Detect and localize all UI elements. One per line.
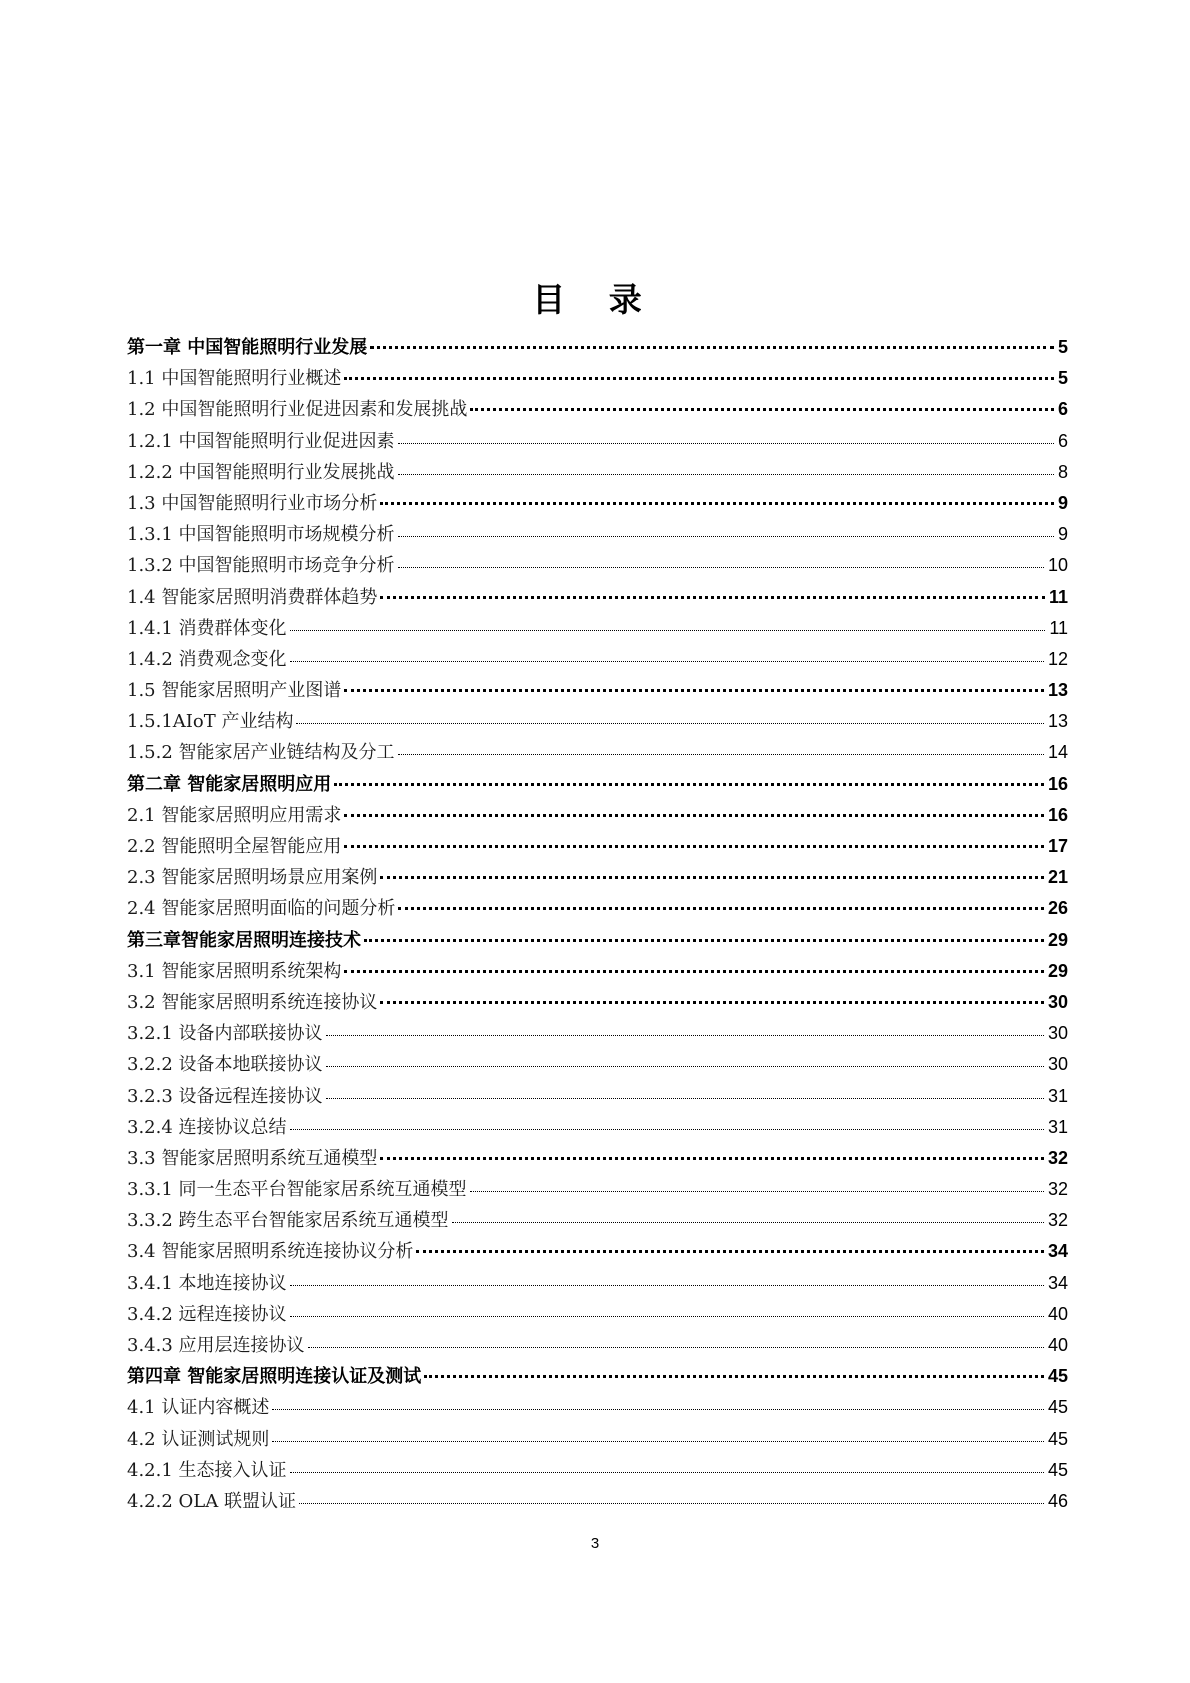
toc-entry-label: 4.2 认证测试规则 <box>127 1428 270 1450</box>
toc-entry-label: 4.2.2 OLA 联盟认证 <box>127 1490 296 1512</box>
toc-dot-leader <box>380 502 1054 505</box>
toc-entry[interactable] <box>127 489 1068 520</box>
toc-dot-leader <box>380 876 1044 879</box>
page-number: 3 <box>590 1535 600 1552</box>
toc-entry[interactable] <box>127 1144 1068 1175</box>
toc-entry[interactable] <box>127 583 1068 614</box>
toc-entry-page-number: 32 <box>1047 1179 1068 1200</box>
toc-entry-label: 1.2 中国智能照明行业促进因素和发展挑战 <box>127 399 468 421</box>
toc-entry-page-number: 32 <box>1047 1210 1068 1231</box>
toc-dot-leader <box>334 783 1044 786</box>
toc-entry-label: 1.3.1 中国智能照明市场规模分析 <box>127 524 395 546</box>
toc-chapter-entry[interactable] <box>127 926 1068 957</box>
toc-entry[interactable] <box>127 1456 1068 1487</box>
toc-dot-leader <box>344 970 1044 973</box>
toc-entry[interactable] <box>127 738 1068 769</box>
toc-entry[interactable] <box>127 1331 1068 1362</box>
page-title: 目 录 <box>532 280 658 319</box>
toc-entry-label: 3.4 智能家居照明系统连接协议分析 <box>127 1241 414 1263</box>
toc-entry-label: 1.2.1 中国智能照明行业促进因素 <box>127 430 395 452</box>
toc-entry[interactable] <box>127 1393 1068 1424</box>
toc-entry[interactable] <box>127 1175 1068 1206</box>
toc-entry-label: 1.3 中国智能照明行业市场分析 <box>127 492 378 514</box>
toc-entry-label: 2.2 智能照明全屋智能应用 <box>127 836 342 857</box>
toc-entry-label: 4.2.1 生态接入认证 <box>127 1459 287 1481</box>
toc-entry-page-number: 11 <box>1048 586 1068 607</box>
toc-entry-page-number: 21 <box>1047 867 1068 888</box>
toc-entry-page-number: 11 <box>1049 617 1068 638</box>
toc-entry-label: 3.2.3 设备远程连接协议 <box>127 1085 323 1107</box>
table-of-contents <box>127 333 1068 1518</box>
toc-dot-leader <box>452 1222 1044 1223</box>
toc-entry-page-number: 34 <box>1047 1272 1068 1293</box>
toc-entry-page-number: 30 <box>1047 1023 1068 1044</box>
toc-entry-page-number: 16 <box>1047 773 1068 794</box>
toc-entry-label: 3.4.1 本地连接协议 <box>127 1272 287 1294</box>
toc-entry-page-number: 6 <box>1057 430 1068 451</box>
toc-entry-label: 1.4 智能家居照明消费群体趋势 <box>127 586 378 608</box>
toc-entry[interactable] <box>127 614 1068 645</box>
toc-entry-page-number: 26 <box>1047 898 1068 919</box>
toc-dot-leader <box>380 596 1045 599</box>
toc-entry[interactable] <box>127 801 1068 832</box>
toc-entry[interactable] <box>127 458 1068 489</box>
toc-dot-leader <box>308 1347 1044 1348</box>
toc-entry-page-number: 30 <box>1047 1054 1068 1075</box>
toc-entry-page-number: 45 <box>1047 1366 1068 1387</box>
toc-dot-leader <box>344 814 1044 817</box>
toc-entry-page-number: 16 <box>1047 804 1068 825</box>
toc-entry-label: 3.1 智能家居照明系统架构 <box>127 960 342 982</box>
toc-entry-page-number: 13 <box>1047 680 1068 701</box>
toc-entry[interactable] <box>127 1425 1068 1456</box>
toc-dot-leader <box>380 1001 1044 1004</box>
toc-entry[interactable] <box>127 894 1068 925</box>
toc-entry-page-number: 46 <box>1047 1490 1068 1511</box>
toc-dot-leader <box>416 1250 1044 1253</box>
toc-dot-leader <box>290 630 1046 631</box>
toc-entry-label: 1.3.2 中国智能照明市场竞争分析 <box>127 555 395 577</box>
toc-entry-label: 3.4.2 远程连接协议 <box>127 1303 287 1325</box>
toc-dot-leader <box>344 689 1044 692</box>
toc-entry[interactable] <box>127 863 1068 894</box>
toc-entry[interactable] <box>127 707 1068 738</box>
toc-dot-leader <box>290 1285 1044 1286</box>
toc-entry[interactable] <box>127 1487 1068 1518</box>
toc-dot-leader <box>364 939 1044 942</box>
toc-entry-label: 3.2.1 设备内部联接协议 <box>127 1023 323 1045</box>
toc-entry[interactable] <box>127 1050 1068 1081</box>
toc-entry-page-number: 10 <box>1047 555 1068 576</box>
toc-dot-leader <box>398 567 1044 568</box>
toc-chapter-entry[interactable] <box>127 333 1068 364</box>
toc-entry-label: 第三章智能家居照明连接技术 <box>127 929 361 951</box>
toc-entry-page-number: 31 <box>1047 1085 1068 1106</box>
toc-dot-leader <box>398 474 1054 475</box>
toc-dot-leader <box>326 1098 1044 1099</box>
toc-entry-label: 4.1 认证内容概述 <box>127 1397 270 1419</box>
toc-entry-page-number: 34 <box>1047 1241 1068 1262</box>
toc-entry-page-number: 5 <box>1057 337 1068 357</box>
toc-entry[interactable] <box>127 364 1068 395</box>
toc-entry-page-number: 9 <box>1057 524 1068 545</box>
toc-entry[interactable] <box>127 957 1068 988</box>
toc-entry-label: 3.3.2 跨生态平台智能家居系统互通模型 <box>127 1210 449 1232</box>
toc-entry-label: 1.4.2 消费观念变化 <box>127 648 287 670</box>
toc-dot-leader <box>326 1066 1044 1067</box>
toc-chapter-entry[interactable] <box>127 1362 1068 1393</box>
toc-entry[interactable] <box>127 395 1068 426</box>
toc-entry-label: 第一章 中国智能照明行业发展 <box>127 337 368 358</box>
toc-entry-label: 3.2.4 连接协议总结 <box>127 1116 287 1138</box>
toc-entry[interactable] <box>127 1269 1068 1300</box>
toc-entry-label: 3.2.2 设备本地联接协议 <box>127 1054 323 1076</box>
toc-dot-leader <box>326 1035 1044 1036</box>
toc-dot-leader <box>344 845 1044 848</box>
toc-entry-page-number: 5 <box>1057 368 1068 389</box>
toc-dot-leader <box>380 1157 1044 1160</box>
toc-dot-leader <box>272 1409 1044 1410</box>
toc-entry[interactable] <box>127 645 1068 676</box>
toc-entry-page-number: 17 <box>1047 836 1068 856</box>
toc-entry[interactable] <box>127 1300 1068 1331</box>
toc-entry-label: 3.2 智能家居照明系统连接协议 <box>127 991 378 1013</box>
toc-dot-leader <box>299 1503 1044 1504</box>
toc-entry-label: 1.4.1 消费群体变化 <box>127 617 287 639</box>
toc-entry[interactable] <box>127 1113 1068 1144</box>
toc-dot-leader <box>470 1191 1044 1192</box>
toc-entry-page-number: 29 <box>1047 960 1068 981</box>
toc-entry[interactable] <box>127 427 1068 458</box>
toc-entry-page-number: 13 <box>1047 711 1068 732</box>
toc-dot-leader <box>290 661 1044 662</box>
toc-entry[interactable] <box>127 1082 1068 1113</box>
toc-entry-page-number: 14 <box>1047 742 1068 763</box>
toc-entry-label: 1.5.2 智能家居产业链结构及分工 <box>127 742 395 764</box>
toc-dot-leader <box>398 754 1044 755</box>
toc-entry-page-number: 45 <box>1047 1459 1068 1480</box>
toc-entry[interactable] <box>127 676 1068 707</box>
toc-entry[interactable] <box>127 1019 1068 1050</box>
toc-entry-label: 3.3 智能家居照明系统互通模型 <box>127 1147 378 1169</box>
toc-entry-page-number: 40 <box>1047 1303 1068 1324</box>
toc-entry-label: 1.1 中国智能照明行业概述 <box>127 368 342 390</box>
toc-dot-leader <box>424 1375 1044 1378</box>
toc-entry-page-number: 12 <box>1047 648 1068 669</box>
toc-entry[interactable] <box>127 520 1068 551</box>
toc-chapter-entry[interactable] <box>127 770 1068 801</box>
toc-entry[interactable] <box>127 988 1068 1019</box>
toc-entry-page-number: 6 <box>1057 399 1068 420</box>
toc-dot-leader <box>470 408 1054 411</box>
toc-entry-page-number: 8 <box>1057 461 1068 482</box>
toc-entry-page-number: 40 <box>1047 1335 1068 1355</box>
toc-entry-label: 1.2.2 中国智能照明行业发展挑战 <box>127 461 395 483</box>
toc-dot-leader <box>398 443 1054 444</box>
toc-entry[interactable] <box>127 832 1068 863</box>
toc-dot-leader <box>398 907 1044 910</box>
toc-dot-leader <box>290 1129 1044 1130</box>
toc-dot-leader <box>296 723 1043 724</box>
toc-entry-label: 2.3 智能家居照明场景应用案例 <box>127 867 378 889</box>
toc-entry-label: 第二章 智能家居照明应用 <box>127 773 332 795</box>
toc-entry[interactable] <box>127 551 1068 582</box>
toc-dot-leader <box>290 1316 1044 1317</box>
toc-entry-page-number: 45 <box>1047 1397 1068 1418</box>
toc-dot-leader <box>370 346 1054 349</box>
toc-entry[interactable] <box>127 1206 1068 1237</box>
toc-dot-leader <box>344 377 1054 380</box>
toc-entry-page-number: 30 <box>1047 991 1068 1012</box>
toc-entry[interactable] <box>127 1237 1068 1268</box>
toc-entry-page-number: 9 <box>1057 492 1068 513</box>
toc-entry-page-number: 32 <box>1047 1147 1068 1168</box>
toc-dot-leader <box>290 1472 1044 1473</box>
toc-entry-label: 3.4.3 应用层连接协议 <box>127 1335 305 1356</box>
toc-entry-page-number: 45 <box>1047 1428 1068 1449</box>
toc-entry-label: 1.5 智能家居照明产业图谱 <box>127 680 342 702</box>
toc-dot-leader <box>398 536 1054 537</box>
toc-dot-leader <box>272 1441 1044 1442</box>
toc-entry-page-number: 29 <box>1047 929 1068 950</box>
toc-entry-label: 1.5.1AIoT 产业结构 <box>127 711 294 733</box>
toc-entry-label: 2.4 智能家居照明面临的问题分析 <box>127 898 396 920</box>
toc-entry-label: 2.1 智能家居照明应用需求 <box>127 804 342 826</box>
toc-entry-label: 3.3.1 同一生态平台智能家居系统互通模型 <box>127 1179 467 1201</box>
toc-entry-label: 第四章 智能家居照明连接认证及测试 <box>127 1366 422 1388</box>
toc-entry-page-number: 31 <box>1047 1116 1068 1137</box>
